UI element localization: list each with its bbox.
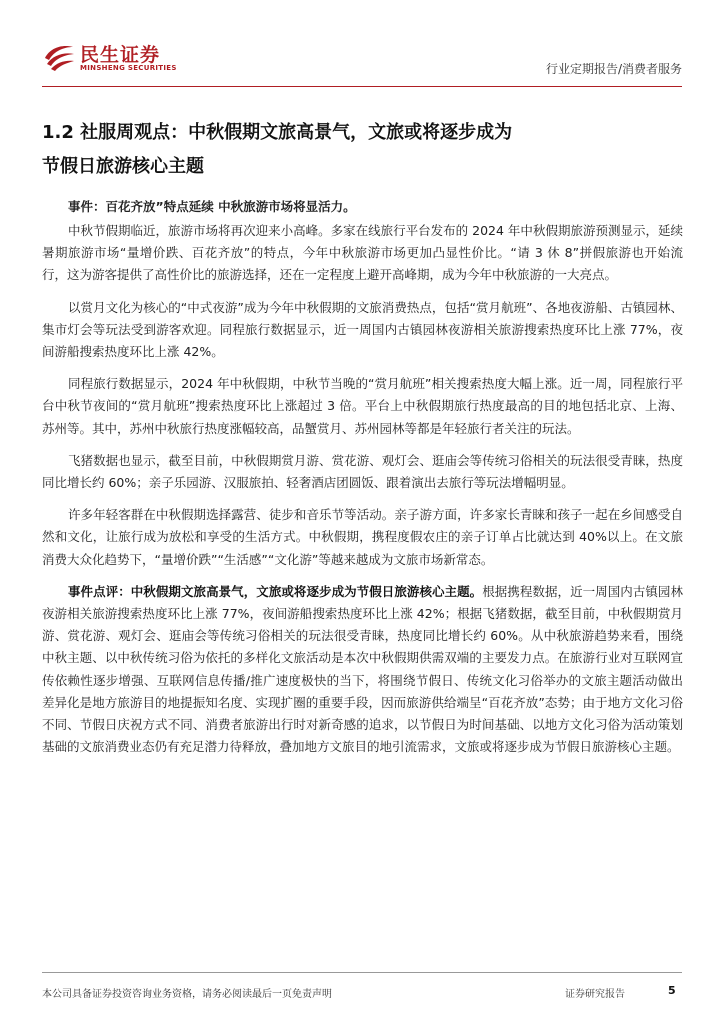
page-footer	[0, 970, 724, 1024]
page-header	[0, 0, 724, 90]
header-divider	[42, 86, 682, 87]
page-number: 5	[668, 984, 676, 997]
paragraph: 同程旅行数据显示，2024 年中秋假期，中秋节当晚的“赏月航班”相关搜索热度大幅上涨。近一周，同程旅行平台中秋节夜间的“赏月航班”搜索热度环比上涨超过 3 倍。平台上中秋假期旅行热度最高的目的地包括北京、上海、苏州等。其中，苏州中秋旅行热度涨幅较高，品蟹赏月、苏州园林等都是年轻旅行者关注的玩法。	[42, 376, 683, 436]
commentary-text: 根据携程数据，近一周国内古镇园林夜游相关旅游搜索热度环比上涨 77%，夜间游船搜索热度环比上涨 42%；根据飞猪数据，截至目前，中秋假期赏月游、赏花游、观灯会、逛庙会等传统习俗相关的玩法很受青睐，热度同比增长约 60%。从中秋旅游趋势来看，围绕中秋主题、以中秋传统习俗为依托的多样化文旅活动是本次中秋假期供需双端的主要发力点。在旅游行业对互联网宣传依赖性逐步增强、互联网信息传播/推广速度极快的当下，将围绕节假日、传统文化习俗举办的文旅主题活动做出差异化是地方旅游目的地提振知名度、实现扩圈的重要手段，因而旅游供给端呈“百花齐放”态势；由于地方文化习俗不同、节假日庆祝方式不同、消费者旅游出行时对新奇感的追求，以节假日为时间基础、以地方文化习俗为活动策划基础的文旅消费业态仍有充足潜力待释放，叠加地方文旅目的地引流需求，文旅或将逐步成为节假日旅游核心主题。	[42, 583, 683, 755]
paragraph: 许多年轻客群在中秋假期选择露营、徒步和音乐节等活动。亲子游方面，许多家长青睐和孩子一起在乡间感受自然和文化，让旅行成为放松和享受的生活方式。中秋假期，携程度假农庄的亲子订单占比就达到 40%以上。在文旅消费大众化趋势下，“量增价跌”“生活感”“文化游”等越来越成为文旅市场新常态。	[42, 507, 683, 567]
event-commentary-paragraph	[42, 581, 683, 759]
section-title	[42, 116, 682, 184]
event-lead: 事件：百花齐放”特点延续 中秋旅游市场将显活力。	[68, 199, 356, 214]
footer-divider	[42, 972, 682, 973]
minsheng-logo-icon	[42, 38, 76, 72]
commentary-heading: 事件点评：中秋假期文旅高景气，文旅或将逐步成为节假日旅游核心主题。	[68, 583, 483, 599]
paragraph: 以赏月文化为核心的“中式夜游”成为今年中秋假期的文旅消费热点，包括“赏月航班”、各地夜游船、古镇园林、集市灯会等玩法受到游客欢迎。同程旅行数据显示，近一周国内古镇园林夜游相关旅游搜索热度环比上涨 77%，夜间游船搜索热度环比上涨 42%。	[42, 299, 683, 360]
document-type: 证券研究报告	[565, 989, 625, 1000]
paragraph: 飞猪数据也显示，截至目前，中秋假期赏月游、赏花游、观灯会、逛庙会等传统习俗相关的玩法很受青睐，热度同比增长约 60%；亲子乐园游、汉服旅拍、轻奢酒店团圆饭、跟着演出去旅行等玩法增幅明显。	[42, 452, 683, 491]
logo-text-cn: 民生证券	[80, 44, 161, 66]
logo-text-en: MINSHENG SECURITIES	[80, 64, 177, 72]
section-title-line-1: 1.2 社服周观点：中秋假期文旅高景气，文旅或将逐步成为	[42, 122, 513, 143]
report-type-label: 行业定期报告/消费者服务	[545, 62, 682, 76]
disclaimer-text: 本公司具备证券投资咨询业务资格，请务必阅读最后一页免责声明	[42, 989, 332, 1000]
article-body	[42, 196, 683, 768]
paragraph: 中秋节假期临近，旅游市场将再次迎来小高峰。多家在线旅行平台发布的 2024 年中秋假期旅游预测显示，延续暑期旅游市场“量增价跌、百花齐放”的特点，今年中秋旅游市场更加凸显性价比。“请 3 休 8”拼假旅游也开始流行，这为游客提供了高性价比的旅游选择，还在一定程度上避开高峰期，成为今年中秋旅游的一大亮点。	[42, 223, 683, 283]
minsheng-logo	[42, 38, 182, 78]
section-title-line-2: 节假日旅游核心主题	[42, 156, 204, 177]
